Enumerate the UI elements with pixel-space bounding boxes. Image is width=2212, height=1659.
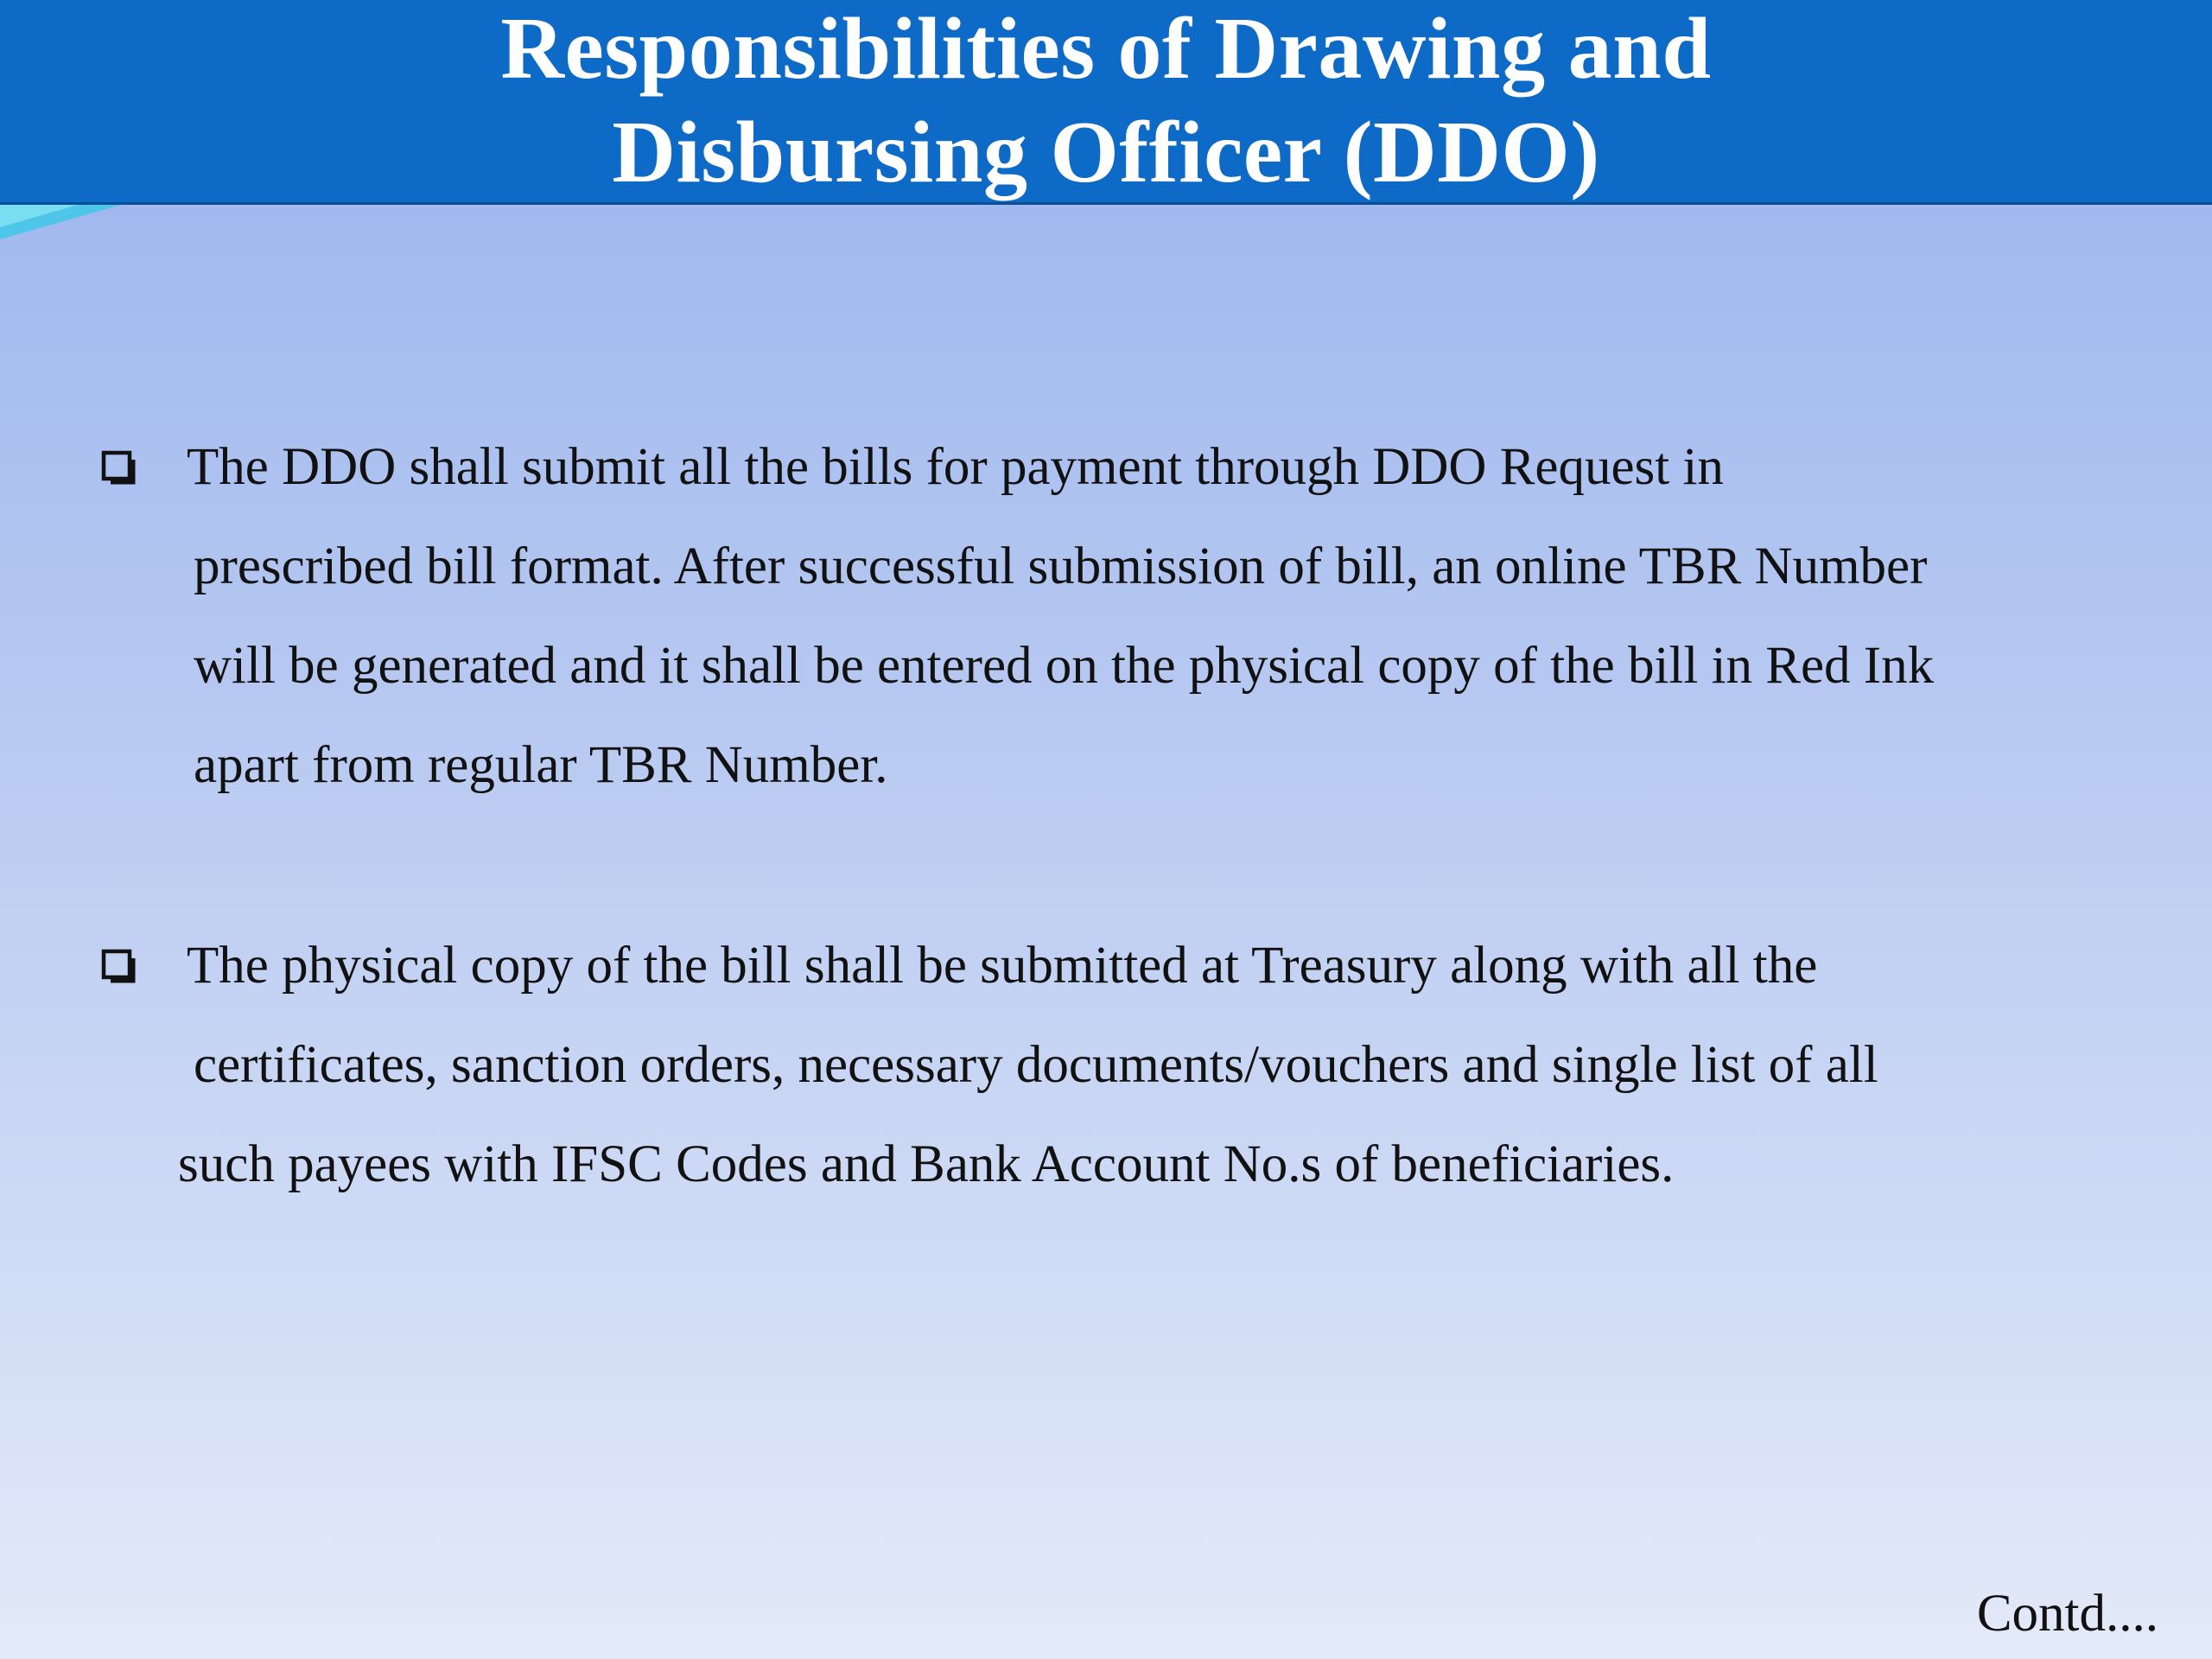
bullet-2-text bbox=[178, 916, 2162, 1214]
bullet-2-line-1: The physical copy of the bill shall be submitted at Treasury along with all the bbox=[187, 937, 1818, 995]
bullet-1-line-1: The DDO shall submit all the bills for payment through DDO Request in bbox=[187, 438, 1724, 496]
bullet-2-line-2: certificates, sanction orders, necessary documents/vouchers and single list of all bbox=[194, 1036, 1878, 1094]
bullet-1-line-2: prescribed bill format. After successful submission of bill, an online TBR Number bbox=[194, 537, 1928, 595]
bullet-1-text bbox=[187, 417, 2162, 815]
bullet-item-1 bbox=[97, 417, 2162, 815]
hollow-square-checkbox-icon bbox=[101, 450, 139, 488]
continued-label: Contd.... bbox=[1976, 1585, 2158, 1643]
slide-title-line-1: Responsibilities of Drawing and bbox=[500, 0, 1712, 98]
bullet-1-line-4: apart from regular TBR Number. bbox=[194, 736, 888, 794]
hollow-square-checkbox-icon bbox=[101, 949, 139, 987]
slide-title-line-2: Disbursing Officer (DDO) bbox=[612, 104, 1600, 201]
bullet-item-2 bbox=[97, 916, 2162, 1214]
bullet-2-line-3: such payees with IFSC Codes and Bank Account No.s of beneficiaries. bbox=[178, 1135, 1675, 1193]
bullet-1-line-3: will be generated and it shall be entered on the physical copy of the bill in Red Ink bbox=[194, 637, 1935, 695]
